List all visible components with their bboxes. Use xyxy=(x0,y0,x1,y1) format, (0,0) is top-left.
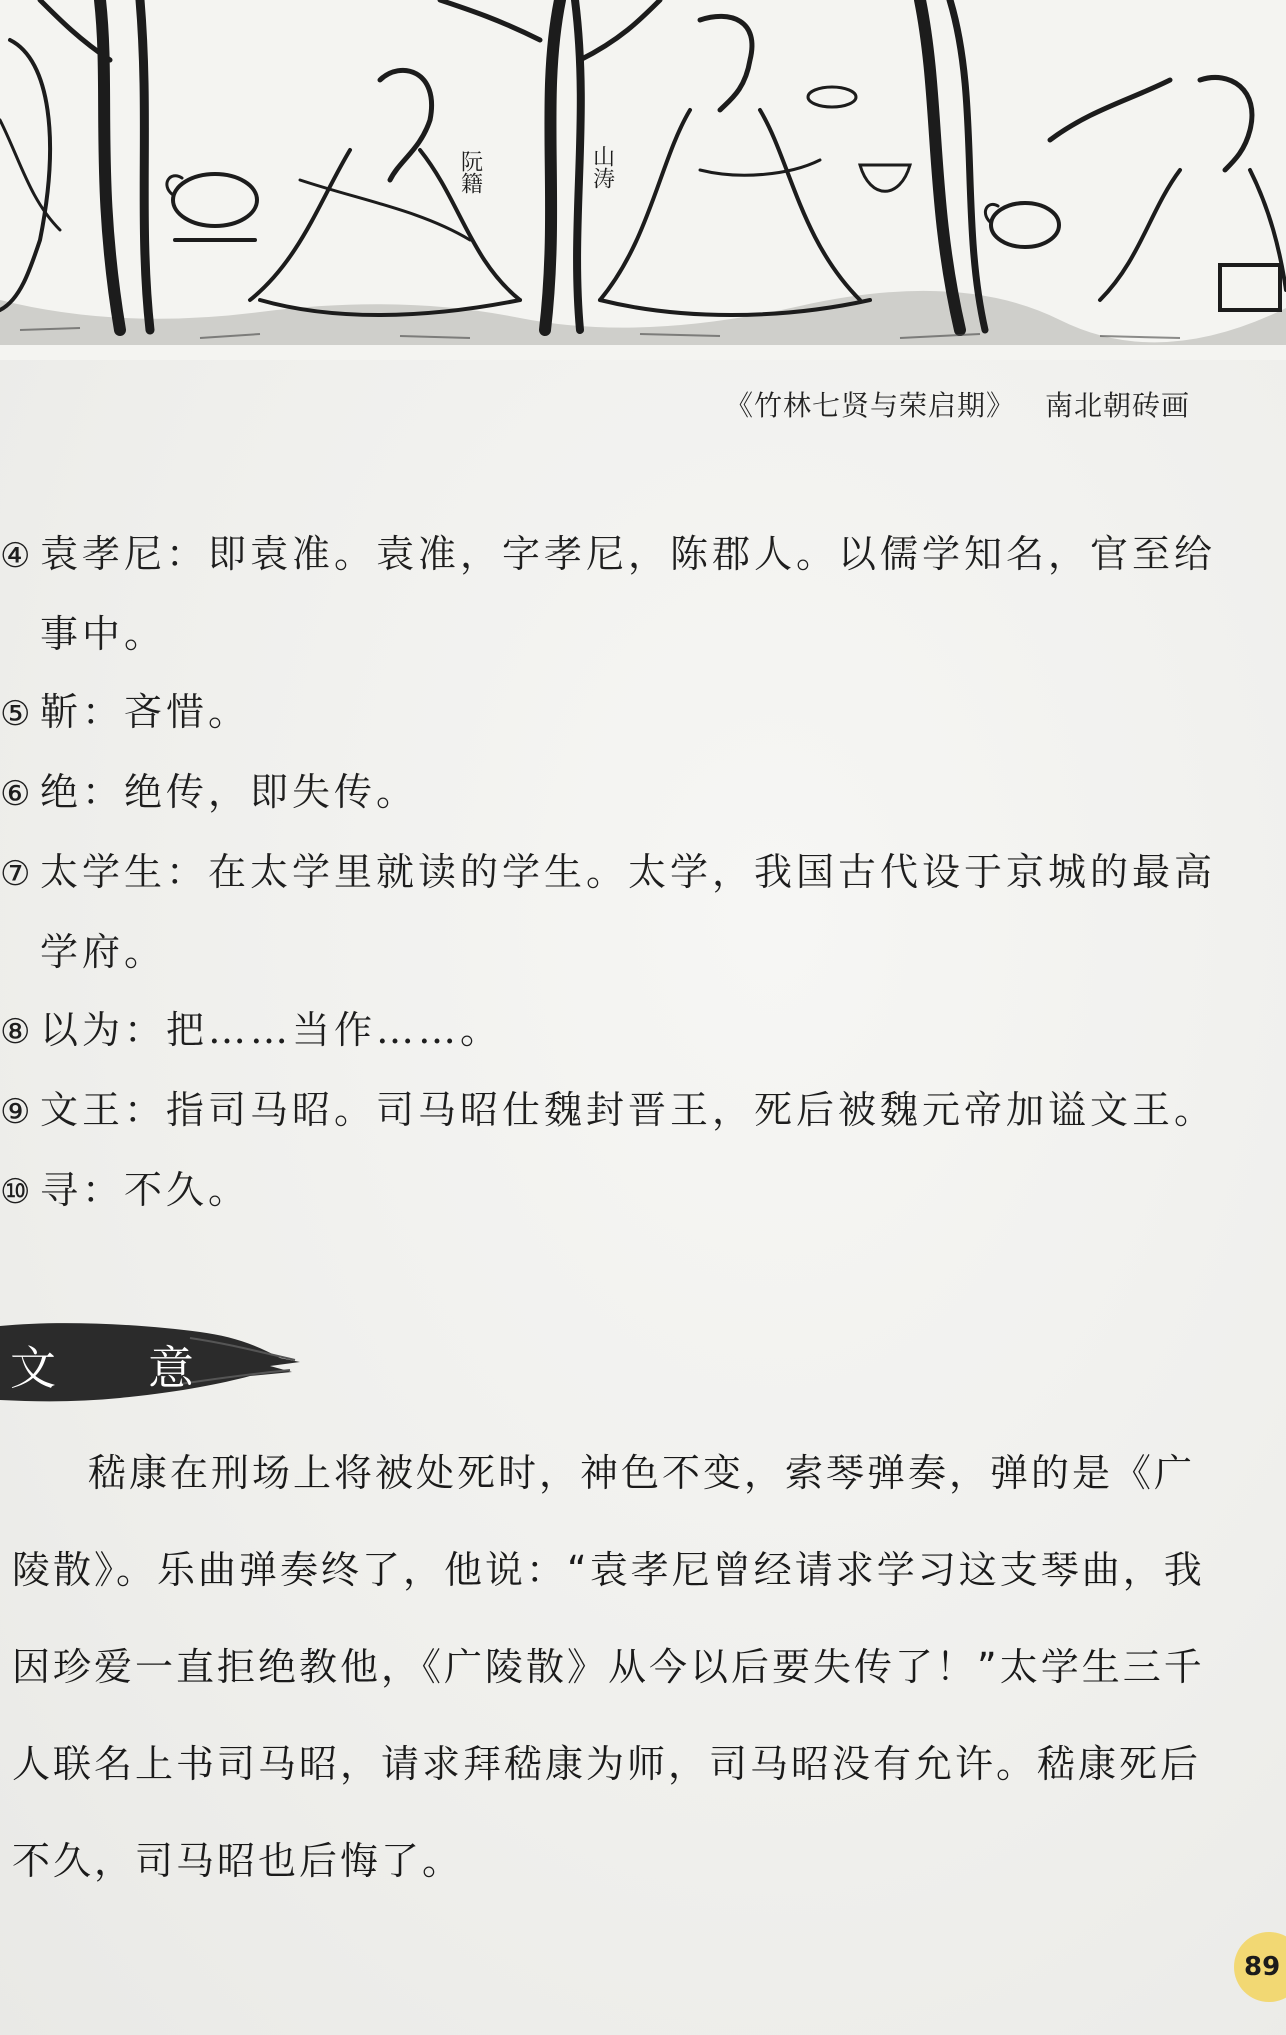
page-number: 89 xyxy=(1234,1932,1286,2002)
footnote-number: ⑨ xyxy=(0,1092,31,1132)
footnotes-list xyxy=(0,515,1217,1231)
figure-caption xyxy=(725,384,1190,424)
footnote-number: ⑥ xyxy=(0,774,31,814)
footnote-text-continued: 学府。 xyxy=(40,930,167,974)
footnote-text-continued: 事中。 xyxy=(40,612,167,656)
footnote-text: 太学生：在太学里就读的学生。太学，我国古代设于京城的最高 xyxy=(40,850,1217,894)
footnote-text: 绝：绝传，即失传。 xyxy=(40,770,419,814)
footnote-number: ④ xyxy=(0,536,31,576)
section-heading-char-1: 文 xyxy=(10,1341,56,1395)
footnote-text: 寻：不久。 xyxy=(40,1168,251,1212)
translation-line-5: 不久，司马昭也后悔了。 xyxy=(12,1839,464,1883)
footnote-4 xyxy=(0,515,1217,673)
section-heading-char-2: 意 xyxy=(148,1341,194,1395)
footnote-number: ⑤ xyxy=(0,694,31,734)
footnote-7 xyxy=(0,833,1217,991)
translation-paragraph xyxy=(12,1425,1205,1910)
translation-line-3: 因珍爱一直拒绝教他，《广陵散》从今以后要失传了！”太学生三千 xyxy=(12,1645,1205,1689)
footnote-9 xyxy=(0,1071,1217,1151)
caption-title: 《竹林七贤与荣启期》 xyxy=(724,389,1015,422)
footnote-number: ⑩ xyxy=(0,1172,31,1212)
footnote-number: ⑦ xyxy=(0,854,31,894)
footnote-10 xyxy=(0,1151,1200,1231)
footnote-6 xyxy=(0,753,1200,833)
footnote-number: ⑧ xyxy=(0,1012,31,1052)
brick-relief-illustration xyxy=(0,0,1286,360)
footnote-5 xyxy=(0,673,1200,753)
footnote-text: 靳：吝惜。 xyxy=(40,690,251,734)
footnote-text: 袁孝尼：即袁准。袁准，字孝尼，陈郡人。以儒学知名，官至给 xyxy=(40,532,1217,576)
footnote-text: 文王：指司马昭。司马昭仕魏封晋王，死后被魏元帝加谥文王。 xyxy=(40,1088,1217,1132)
footnote-text: 以为：把……当作……。 xyxy=(40,1008,503,1052)
inscription-ruan-ji: 阮籍 xyxy=(457,150,483,194)
section-heading xyxy=(0,1318,310,1408)
translation-line-2: 陵散》。乐曲弹奏终了，他说：“袁孝尼曾经请求学习这支琴曲，我 xyxy=(12,1548,1205,1592)
translation-line-4: 人联名上书司马昭，请求拜嵇康为师，司马昭没有允许。嵇康死后 xyxy=(12,1742,1202,1786)
caption-source: 南北朝砖画 xyxy=(1044,389,1190,422)
translation-line-1: 嵇康在刑场上将被处死时，神色不变，索琴弹奏，弹的是《广 xyxy=(88,1451,1196,1495)
footnote-8 xyxy=(0,991,1200,1071)
inscription-shan-tao: 山涛 xyxy=(589,145,615,189)
